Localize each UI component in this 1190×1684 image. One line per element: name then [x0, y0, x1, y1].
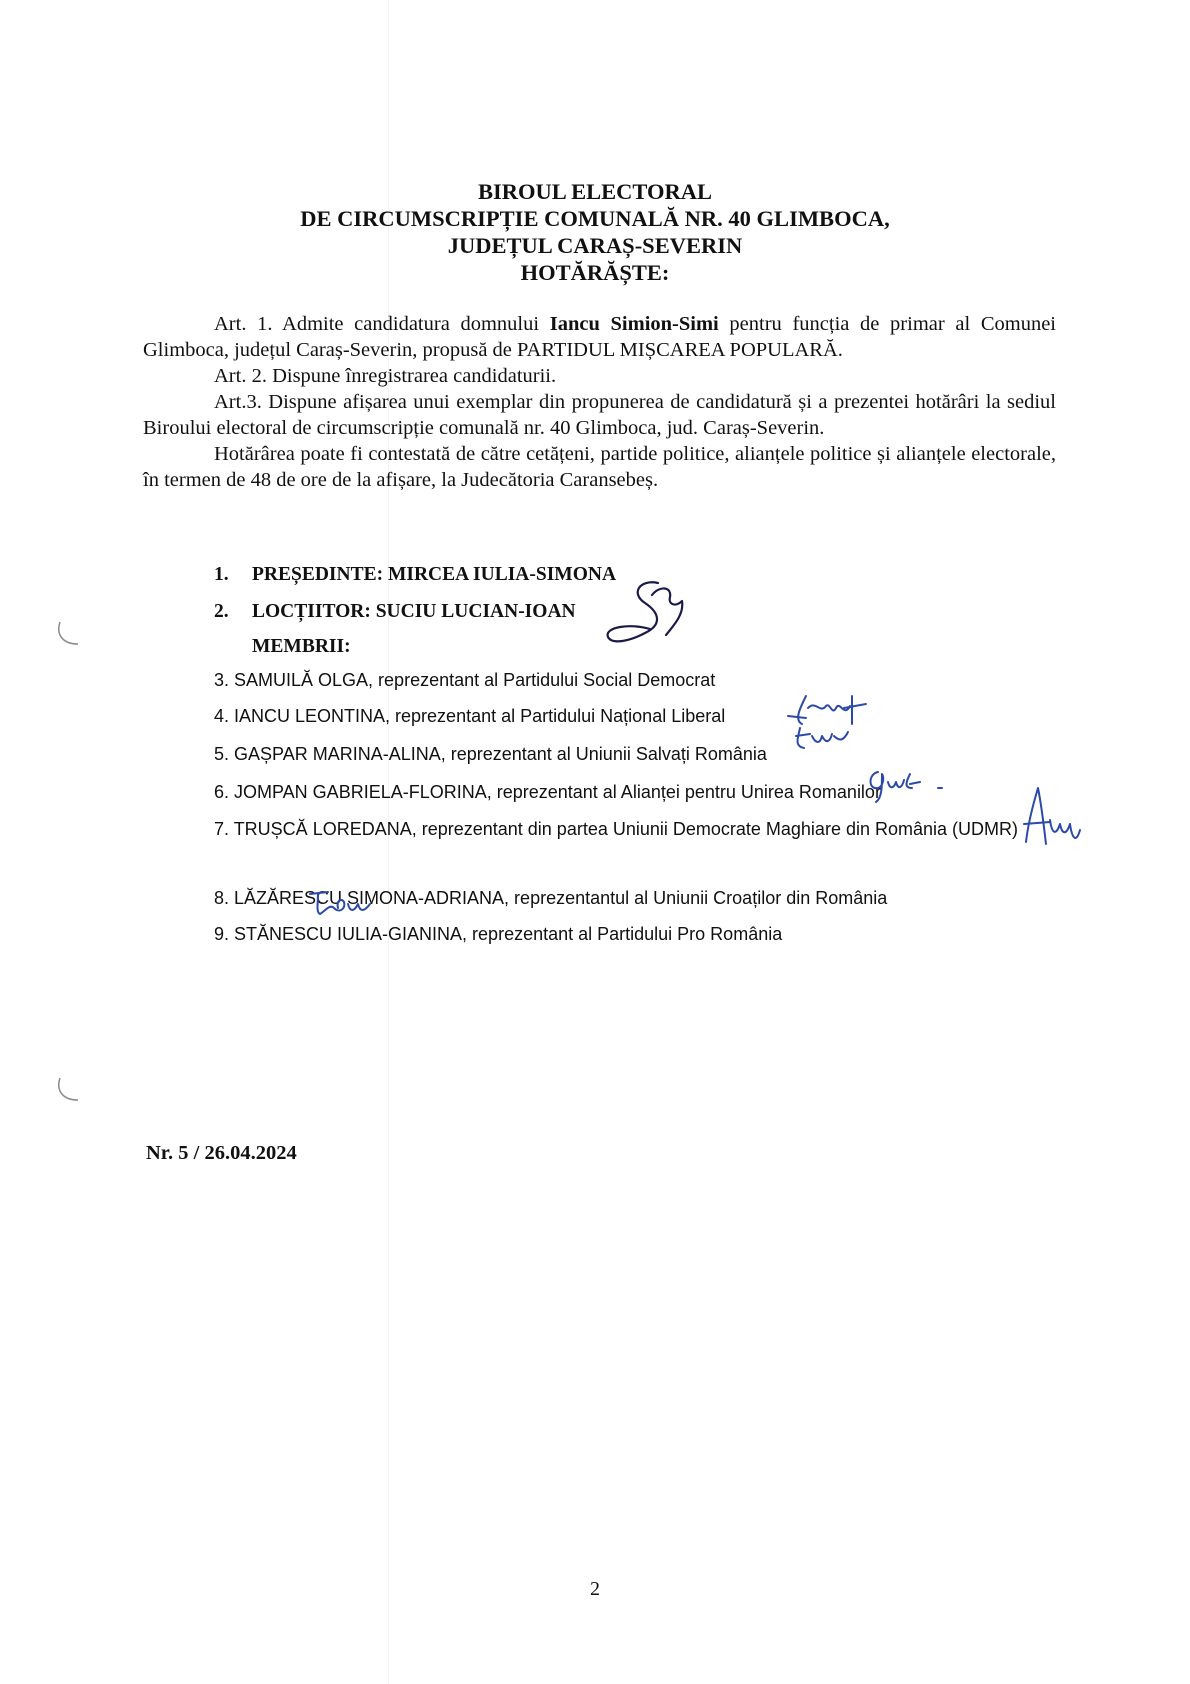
page-number: 2	[590, 1578, 600, 1600]
signature-member-6	[1020, 784, 1090, 854]
member-item: 3. SAMUILĂ OLGA, reprezentant al Partidului Social Democrat	[214, 670, 716, 690]
decision-body	[143, 311, 1056, 493]
header-line-1: BIROUL ELECTORAL	[477, 179, 713, 204]
member-item: 5. GAȘPAR MARINA-ALINA, reprezentant al Uniunii Salvați România	[214, 744, 767, 764]
article-3: Art.3. Dispune afișarea unui exemplar din propunerea de candidatură și a prezentei hotărâri la sediul Biroului electoral de circumscripție comunală nr. 40 Glimboca, jud. Caraș-Severin.	[143, 391, 1056, 439]
signature-president-deputy	[600, 575, 710, 670]
president-name: PREȘEDINTE: MIRCEA IULIA-SIMONA	[252, 564, 617, 585]
signature-member-5	[864, 766, 944, 806]
article-1-suffix: pentru funcția de primar al Comunei Glimboca, județul Caraș-Severin, propusă de PARTIDUL MIȘCAREA POPULARĂ.	[143, 313, 1056, 361]
deputy-number: 2.	[214, 601, 229, 622]
signature-member-7	[306, 886, 386, 920]
deputy-line	[214, 601, 576, 623]
scan-mark-icon	[54, 618, 84, 648]
president-line	[214, 564, 616, 586]
member-item: 7. TRUȘCĂ LOREDANA, reprezentant din partea Uniunii Democrate Maghiare din România (UDMR)	[214, 819, 1018, 839]
deputy-name: LOCȚIITOR: SUCIU LUCIAN-IOAN	[252, 601, 576, 622]
member-item: 4. IANCU LEONTINA, reprezentant al Partidului Național Liberal	[214, 706, 726, 726]
header-line-3: JUDEȚUL CARAȘ-SEVERIN	[447, 233, 743, 258]
member-item: 6. JOMPAN GABRIELA-FLORINA, reprezentant al Alianței pentru Unirea Romanilor	[214, 782, 881, 802]
signature-member-4	[790, 722, 860, 756]
contest-notice: Hotărârea poate fi contestată de către cetățeni, partide politice, alianțele politice și alianțele electorale, în termen de 48 de ore de la afișare, la Judecătoria Caransebeș.	[143, 443, 1056, 491]
president-number: 1.	[214, 564, 229, 585]
scan-mark-icon	[54, 1074, 84, 1104]
candidate-name: Iancu Simion-Simi	[549, 313, 719, 335]
member-item: 8. LĂZĂRESCU SIMONA-ADRIANA, reprezentantul al Uniunii Croaților din România	[214, 888, 888, 908]
article-2: Art. 2. Dispune înregistrarea candidaturii.	[214, 365, 557, 387]
header-line-4: HOTĂRĂȘTE:	[520, 260, 670, 285]
member-item: 9. STĂNESCU IULIA-GIANINA, reprezentant al Partidului Pro România	[214, 924, 783, 944]
article-1	[143, 311, 1056, 363]
header-line-2: DE CIRCUMSCRIPȚIE COMUNALĂ NR. 40 GLIMBOCA,	[300, 206, 890, 231]
article-1-prefix: Art. 1. Admite candidatura domnului	[214, 313, 550, 335]
document-header	[0, 178, 1190, 286]
decision-number: Nr. 5 / 26.04.2024	[146, 1142, 297, 1164]
members-heading: MEMBRII:	[252, 636, 351, 657]
